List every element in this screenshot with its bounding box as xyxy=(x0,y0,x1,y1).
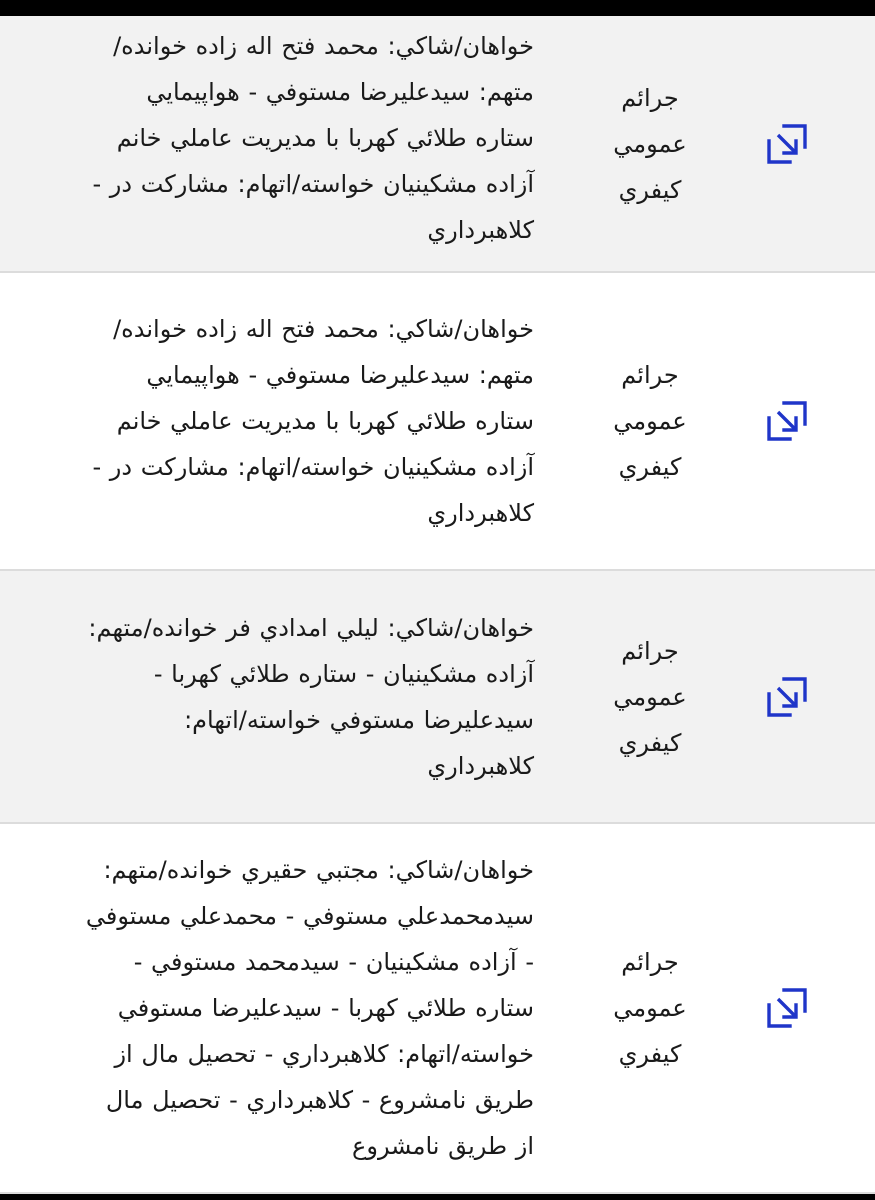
description-line: خواهان/شاكي: ليلي امدادي فر خوانده/متهم: xyxy=(88,613,534,642)
category-line: كيفري xyxy=(618,175,682,204)
case-action-cell xyxy=(710,123,875,165)
category-line: كيفري xyxy=(618,1040,682,1068)
case-row xyxy=(0,571,875,824)
category-line: كيفري xyxy=(618,453,682,481)
category-line: كيفري xyxy=(618,728,682,757)
category-line: عمومي xyxy=(613,682,687,711)
description-line: خواهان/شاكي: محمد فتح اله زاده خوانده/ xyxy=(113,315,534,343)
description-line: خواهان/شاكي: محمد فتح اله زاده خوانده/ xyxy=(113,31,534,60)
description-line: - آزاده مشكينيان - سيدمحمد مستوفي - xyxy=(133,948,534,976)
case-action-cell xyxy=(710,676,875,718)
description-line: ستاره طلائي كهربا با مديريت عاملي خانم xyxy=(116,407,534,435)
category-line: جرائم xyxy=(621,83,679,112)
open-external-icon[interactable] xyxy=(766,676,808,718)
description-line: از طريق نامشروع xyxy=(352,1132,534,1160)
open-external-icon[interactable] xyxy=(766,987,808,1029)
case-row xyxy=(0,16,875,273)
top-status-bar xyxy=(0,0,875,16)
category-line: جرائم xyxy=(621,636,679,665)
description-line: خواسته/اتهام: كلاهبرداري - تحصيل مال از xyxy=(114,1040,534,1068)
case-description-cell xyxy=(0,306,560,536)
open-external-icon[interactable] xyxy=(766,400,808,442)
description-line: سيدمحمدعلي مستوفي - محمدعلي مستوفي xyxy=(85,902,534,930)
description-line: آزاده مشكينيان خواسته/اتهام: مشاركت در - xyxy=(92,169,534,198)
description-line: كلاهبرداري xyxy=(427,751,534,780)
case-row xyxy=(0,824,875,1194)
case-category-cell xyxy=(560,628,710,766)
case-description-cell xyxy=(0,605,560,789)
description-line: آزاده مشكينيان خواسته/اتهام: مشاركت در - xyxy=(92,453,534,481)
description-line: ستاره طلائي كهربا - سيدعليرضا مستوفي xyxy=(117,994,534,1022)
case-category-cell xyxy=(560,352,710,490)
case-description-cell xyxy=(0,847,560,1169)
description-line: كلاهبرداري xyxy=(427,215,534,244)
case-description xyxy=(34,306,534,536)
category-line: جرائم xyxy=(621,948,679,976)
case-action-cell xyxy=(710,987,875,1029)
case-description xyxy=(34,605,534,789)
case-description-cell xyxy=(0,31,560,253)
description-line: ستاره طلائي كهربا با مديريت عاملي خانم xyxy=(116,123,534,152)
description-line: خواهان/شاكي: مجتبي حقيري خوانده/متهم: xyxy=(103,856,534,884)
case-category-cell xyxy=(560,939,710,1077)
description-line: آزاده مشكينيان - ستاره طلائي كهربا - xyxy=(153,659,534,688)
bottom-edge-bar xyxy=(0,1194,875,1200)
category-line: جرائم xyxy=(621,361,679,389)
category-line: عمومي xyxy=(613,129,687,158)
open-external-icon[interactable] xyxy=(766,123,808,165)
category-line: عمومي xyxy=(613,407,687,435)
description-line: سيدعليرضا مستوفي خواسته/اتهام: xyxy=(184,705,534,734)
case-description xyxy=(34,847,534,1169)
case-row xyxy=(0,273,875,571)
category-line: عمومي xyxy=(613,994,687,1022)
description-line: طريق نامشروع - كلاهبرداري - تحصيل مال xyxy=(105,1086,534,1114)
case-category-cell xyxy=(560,75,710,213)
description-line: متهم: سيدعليرضا مستوفي - هواپيمايي xyxy=(146,77,534,106)
case-description xyxy=(34,23,534,253)
case-action-cell xyxy=(710,400,875,442)
description-line: كلاهبرداري xyxy=(427,499,534,527)
case-list xyxy=(0,16,875,1194)
description-line: متهم: سيدعليرضا مستوفي - هواپيمايي xyxy=(146,361,534,389)
